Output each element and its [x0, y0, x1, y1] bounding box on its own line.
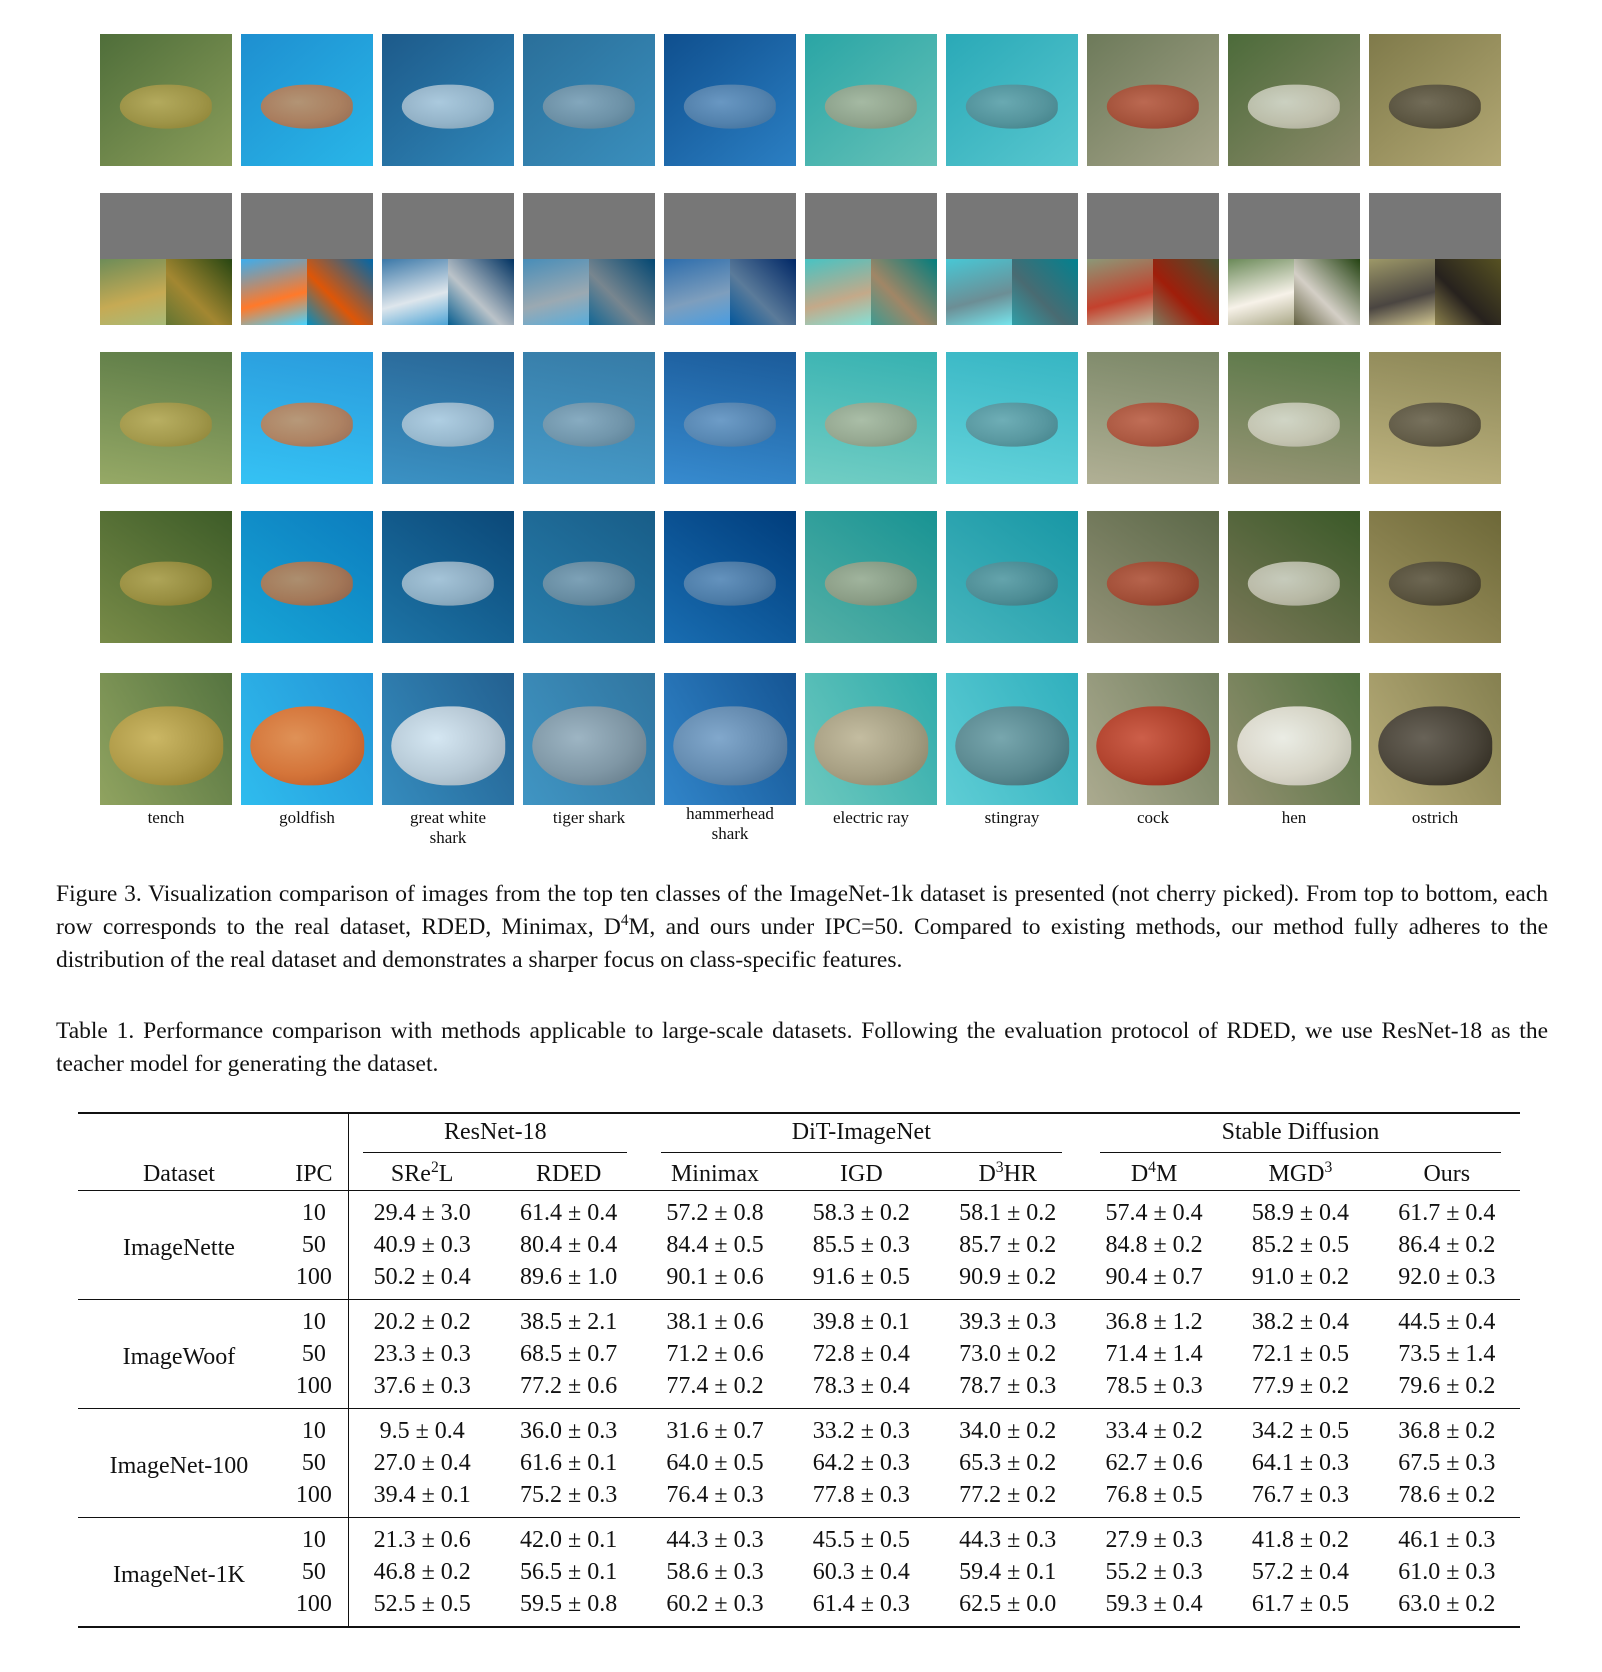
- result-cell: 90.9 ± 0.2: [959, 1263, 1057, 1290]
- result-cell: 64.0 ± 0.5: [666, 1449, 764, 1476]
- image-minimax-hen: [1228, 352, 1360, 484]
- mosaic-quadrant: [166, 259, 232, 325]
- image-subject: [532, 706, 646, 785]
- image-subject: [825, 84, 917, 129]
- image-rded-ostrich: [1369, 193, 1501, 325]
- figure-caption-text-end: M, and ours under IPC=50. Compared to existing methods, our method fully adheres to the distribution of the real dataset and demonstrates a sharper focus on class-specific features.: [56, 914, 1549, 973]
- image-ours-tench: [100, 673, 232, 805]
- ipc-value: 100: [280, 1261, 349, 1300]
- result-cell: 38.5 ± 2.1: [520, 1308, 618, 1335]
- image-subject: [1248, 402, 1340, 447]
- result-cell: 58.6 ± 0.3: [666, 1558, 764, 1585]
- result-cell: 85.2 ± 0.5: [1251, 1231, 1349, 1258]
- table-row: [78, 1370, 1520, 1409]
- result-cell: 90.1 ± 0.6: [666, 1263, 764, 1290]
- image-subject: [1378, 706, 1492, 785]
- result-cell: 61.7 ± 0.5: [1251, 1590, 1349, 1617]
- mosaic-quadrant: [805, 259, 871, 325]
- result-cell: 62.7 ± 0.6: [1105, 1449, 1203, 1476]
- result-cell: 52.5 ± 0.5: [373, 1590, 471, 1617]
- image-subject: [1107, 561, 1199, 606]
- result-cell: 61.6 ± 0.1: [520, 1449, 618, 1476]
- dataset-name: ImageNette: [122, 1234, 235, 1261]
- mosaic-quadrant: [1087, 259, 1153, 325]
- image-subject: [1248, 561, 1340, 606]
- image-subject: [825, 561, 917, 606]
- result-cell: 59.3 ± 0.4: [1105, 1590, 1203, 1617]
- image-d4m-tench: [100, 511, 232, 643]
- result-cell-best: 63.0 ± 0.2: [1398, 1590, 1496, 1617]
- image-subject: [402, 402, 494, 447]
- result-cell: 46.8 ± 0.2: [373, 1558, 471, 1585]
- col-mgd3: MGD$^3$: [1268, 1158, 1333, 1187]
- result-cell: 40.9 ± 0.3: [373, 1231, 471, 1258]
- image-ours-hen: [1228, 673, 1360, 805]
- mosaic-quadrant: [871, 259, 937, 325]
- image-subject: [1248, 84, 1340, 129]
- result-cell: 77.2 ± 0.2: [959, 1481, 1057, 1508]
- result-cell-best: 86.4 ± 0.2: [1398, 1231, 1496, 1258]
- mosaic-quadrant: [1369, 259, 1435, 325]
- image-subject: [966, 402, 1058, 447]
- ipc-value: 50: [280, 1556, 349, 1588]
- result-cell: 71.4 ± 1.4: [1105, 1340, 1203, 1367]
- image-d4m-hen: [1228, 511, 1360, 643]
- image-subject: [543, 402, 635, 447]
- result-cell: 89.6 ± 1.0: [520, 1263, 618, 1290]
- image-d4m-electric-ray: [805, 511, 937, 643]
- result-cell: 27.0 ± 0.4: [373, 1449, 471, 1476]
- result-cell: 75.2 ± 0.3: [520, 1481, 618, 1508]
- table-row: [78, 1588, 1520, 1627]
- class-label-hen: hen: [1281, 808, 1307, 827]
- image-subject: [543, 561, 635, 606]
- mosaic-quadrant: [241, 193, 307, 259]
- image-subject: [402, 561, 494, 606]
- table-row: [78, 1261, 1520, 1300]
- class-label-tench: tench: [147, 808, 185, 827]
- col-sre2l: SRe$^2$L: [390, 1158, 454, 1187]
- mosaic-quadrant: [1228, 259, 1294, 325]
- result-cell-best: 92.0 ± 0.3: [1398, 1263, 1496, 1290]
- result-cell: 71.2 ± 0.6: [666, 1340, 764, 1367]
- result-cell: 62.5 ± 0.0: [959, 1590, 1057, 1617]
- image-ours-stingray: [946, 673, 1078, 805]
- result-cell: 58.3 ± 0.2: [812, 1199, 910, 1226]
- result-cell: 85.5 ± 0.3: [812, 1231, 910, 1258]
- image-subject: [1107, 84, 1199, 129]
- image-minimax-tench: [100, 352, 232, 484]
- image-real-tiger-shark: [523, 34, 655, 166]
- results-table-body: [78, 1191, 1520, 1628]
- result-cell: 65.3 ± 0.2: [959, 1449, 1057, 1476]
- image-ours-goldfish: [241, 673, 373, 805]
- image-ours-hammerhead-shark: [664, 673, 796, 805]
- result-cell: 20.2 ± 0.2: [373, 1308, 471, 1335]
- mosaic-quadrant: [448, 193, 514, 259]
- image-subject: [955, 706, 1069, 785]
- result-cell: 76.4 ± 0.3: [666, 1481, 764, 1508]
- result-cell: 9.5 ± 0.4: [379, 1417, 465, 1444]
- image-real-goldfish: [241, 34, 373, 166]
- result-cell: 57.2 ± 0.8: [666, 1199, 764, 1226]
- result-cell: 38.1 ± 0.6: [666, 1308, 764, 1335]
- result-cell: 39.4 ± 0.1: [373, 1481, 471, 1508]
- image-minimax-stingray: [946, 352, 1078, 484]
- mosaic-quadrant: [241, 259, 307, 325]
- mosaic-quadrant: [1153, 259, 1219, 325]
- mosaic-quadrant: [523, 193, 589, 259]
- result-cell: 58.1 ± 0.2: [959, 1199, 1057, 1226]
- result-cell: 72.1 ± 0.5: [1251, 1340, 1349, 1367]
- figure-caption: [56, 878, 1548, 977]
- result-cell-best: 73.5 ± 1.4: [1398, 1340, 1496, 1367]
- image-rded-electric-ray: [805, 193, 937, 325]
- table-row: [78, 1229, 1520, 1261]
- result-cell: 58.9 ± 0.4: [1251, 1199, 1349, 1226]
- ipc-value: 100: [280, 1479, 349, 1518]
- image-subject: [673, 706, 787, 785]
- image-d4m-stingray: [946, 511, 1078, 643]
- mosaic-quadrant: [730, 193, 796, 259]
- result-cell: 78.5 ± 0.3: [1105, 1372, 1203, 1399]
- image-rded-cock: [1087, 193, 1219, 325]
- result-cell: 31.6 ± 0.7: [666, 1417, 764, 1444]
- image-real-cock: [1087, 34, 1219, 166]
- mosaic-quadrant: [1012, 259, 1078, 325]
- image-d4m-hammerhead-shark: [664, 511, 796, 643]
- result-cell: 60.3 ± 0.4: [812, 1558, 910, 1585]
- class-label-goldfish: goldfish: [279, 808, 335, 827]
- row-ours: [100, 673, 1501, 805]
- result-cell: 85.7 ± 0.2: [959, 1231, 1057, 1258]
- group-stable-diffusion: Stable Diffusion: [1081, 1113, 1520, 1158]
- result-cell: 77.8 ± 0.3: [812, 1481, 910, 1508]
- table-row: [78, 1409, 1520, 1448]
- image-subject: [261, 561, 353, 606]
- image-subject: [391, 706, 505, 785]
- result-cell: 41.8 ± 0.2: [1251, 1526, 1349, 1553]
- ipc-value: 50: [280, 1229, 349, 1261]
- col-ipc: IPC: [280, 1158, 349, 1191]
- image-subject: [1389, 84, 1481, 129]
- mosaic-quadrant: [805, 193, 871, 259]
- ipc-value: 10: [280, 1518, 349, 1557]
- result-cell: 78.3 ± 0.4: [812, 1372, 910, 1399]
- image-minimax-electric-ray: [805, 352, 937, 484]
- image-minimax-hammerhead-shark: [664, 352, 796, 484]
- table-row: [78, 1300, 1520, 1339]
- image-ours-great-white-shark: [382, 673, 514, 805]
- result-cell-best: 67.5 ± 0.3: [1398, 1449, 1496, 1476]
- image-d4m-goldfish: [241, 511, 373, 643]
- image-rded-tiger-shark: [523, 193, 655, 325]
- mosaic-quadrant: [448, 259, 514, 325]
- ipc-value: 100: [280, 1370, 349, 1409]
- image-ours-electric-ray: [805, 673, 937, 805]
- dataset-name: ImageNet-1K: [112, 1561, 245, 1588]
- table-row: [78, 1479, 1520, 1518]
- class-label-great-white-shark: great white shark: [410, 808, 486, 847]
- row-real-dataset: [100, 34, 1501, 166]
- mosaic-quadrant: [946, 259, 1012, 325]
- result-cell: 59.5 ± 0.8: [520, 1590, 618, 1617]
- result-cell-best: 36.8 ± 0.2: [1398, 1417, 1496, 1444]
- image-subject: [120, 84, 212, 129]
- image-d4m-ostrich: [1369, 511, 1501, 643]
- result-cell-best: 78.6 ± 0.2: [1398, 1481, 1496, 1508]
- mosaic-quadrant: [1369, 193, 1435, 259]
- group-dit-imagenet: DiT-ImageNet: [642, 1113, 1081, 1158]
- image-subject: [814, 706, 928, 785]
- results-table: [78, 1112, 1520, 1628]
- table-caption: Table 1. Performance comparison with methods applicable to large-scale datasets. Following the evaluation protocol of RDED, we use ResNet-18 as the teacher model for generating the dataset.: [56, 1018, 1548, 1077]
- result-cell: 39.3 ± 0.3: [959, 1308, 1057, 1335]
- result-cell: 72.8 ± 0.4: [812, 1340, 910, 1367]
- result-cell: 77.9 ± 0.2: [1251, 1372, 1349, 1399]
- row-rded: [100, 193, 1501, 325]
- image-rded-stingray: [946, 193, 1078, 325]
- image-subject: [120, 561, 212, 606]
- result-cell: 44.3 ± 0.3: [959, 1526, 1057, 1553]
- mosaic-quadrant: [1294, 193, 1360, 259]
- image-subject: [250, 706, 364, 785]
- mosaic-quadrant: [100, 259, 166, 325]
- image-real-electric-ray: [805, 34, 937, 166]
- table-row: [78, 1447, 1520, 1479]
- image-rded-tench: [100, 193, 232, 325]
- mosaic-quadrant: [664, 259, 730, 325]
- mosaic-quadrant: [1153, 193, 1219, 259]
- result-cell: 68.5 ± 0.7: [520, 1340, 618, 1367]
- image-subject: [684, 561, 776, 606]
- result-cell: 29.4 ± 3.0: [373, 1199, 471, 1226]
- result-cell: 27.9 ± 0.3: [1105, 1526, 1203, 1553]
- result-cell: 57.2 ± 0.4: [1251, 1558, 1349, 1585]
- image-rded-great-white-shark: [382, 193, 514, 325]
- mosaic-quadrant: [1294, 259, 1360, 325]
- image-rded-goldfish: [241, 193, 373, 325]
- col-ours: Ours: [1423, 1160, 1471, 1187]
- result-cell: 90.4 ± 0.7: [1105, 1263, 1203, 1290]
- mosaic-quadrant: [166, 193, 232, 259]
- result-cell-best: 61.7 ± 0.4: [1398, 1199, 1496, 1226]
- result-cell: 38.2 ± 0.4: [1251, 1308, 1349, 1335]
- result-cell: 77.4 ± 0.2: [666, 1372, 764, 1399]
- result-cell: 36.8 ± 1.2: [1105, 1308, 1203, 1335]
- result-cell: 64.1 ± 0.3: [1251, 1449, 1349, 1476]
- mosaic-quadrant: [730, 259, 796, 325]
- result-cell: 37.6 ± 0.3: [373, 1372, 471, 1399]
- class-label-electric-ray: electric ray: [833, 808, 909, 827]
- header-empty: [78, 1113, 280, 1158]
- col-dataset: Dataset: [142, 1160, 215, 1187]
- image-subject: [1389, 561, 1481, 606]
- image-subject: [261, 84, 353, 129]
- dataset-name: ImageNet-100: [109, 1452, 249, 1479]
- image-subject: [109, 706, 223, 785]
- class-label-hammerhead-shark: hammerhead shark: [686, 804, 774, 843]
- col-rded: RDED: [535, 1160, 602, 1187]
- mosaic-quadrant: [382, 259, 448, 325]
- result-cell: 39.8 ± 0.1: [812, 1308, 910, 1335]
- mosaic-quadrant: [1012, 193, 1078, 259]
- mosaic-quadrant: [1435, 193, 1501, 259]
- image-real-hen: [1228, 34, 1360, 166]
- col-d3hr: $D^3HR$: [978, 1158, 1037, 1187]
- col-igd: IGD: [840, 1160, 883, 1187]
- result-cell: 91.0 ± 0.2: [1251, 1263, 1349, 1290]
- mosaic-quadrant: [307, 259, 373, 325]
- ipc-value: 10: [280, 1300, 349, 1339]
- image-real-ostrich: [1369, 34, 1501, 166]
- table-row: [78, 1556, 1520, 1588]
- image-minimax-great-white-shark: [382, 352, 514, 484]
- table-row: [78, 1338, 1520, 1370]
- image-subject: [543, 84, 635, 129]
- result-cell: 21.3 ± 0.6: [373, 1526, 471, 1553]
- col-d4m: $D^4M$: [1130, 1158, 1178, 1187]
- result-cell: 34.2 ± 0.5: [1251, 1417, 1349, 1444]
- image-real-stingray: [946, 34, 1078, 166]
- row-d4m: [100, 511, 1501, 643]
- image-real-tench: [100, 34, 232, 166]
- image-subject: [1107, 402, 1199, 447]
- result-cell-best: 61.0 ± 0.3: [1398, 1558, 1496, 1585]
- image-subject: [684, 402, 776, 447]
- mosaic-quadrant: [307, 193, 373, 259]
- result-cell-best: 79.6 ± 0.2: [1398, 1372, 1496, 1399]
- image-ours-ostrich: [1369, 673, 1501, 805]
- mosaic-quadrant: [946, 193, 1012, 259]
- result-cell: 57.4 ± 0.4: [1105, 1199, 1203, 1226]
- image-subject: [1096, 706, 1210, 785]
- mosaic-quadrant: [1087, 193, 1153, 259]
- result-cell: 55.2 ± 0.3: [1105, 1558, 1203, 1585]
- ipc-value: 100: [280, 1588, 349, 1627]
- result-cell: 76.8 ± 0.5: [1105, 1481, 1203, 1508]
- class-label-tiger-shark: tiger shark: [552, 808, 626, 827]
- image-minimax-goldfish: [241, 352, 373, 484]
- result-cell: 50.2 ± 0.4: [373, 1263, 471, 1290]
- mosaic-quadrant: [589, 193, 655, 259]
- image-subject: [966, 84, 1058, 129]
- figure-caption-sup: 4: [620, 912, 629, 930]
- result-cell: 84.4 ± 0.5: [666, 1231, 764, 1258]
- result-cell: 42.0 ± 0.1: [520, 1526, 618, 1553]
- mosaic-quadrant: [664, 193, 730, 259]
- result-cell: 45.5 ± 0.5: [812, 1526, 910, 1553]
- ipc-value: 50: [280, 1447, 349, 1479]
- result-cell: 34.0 ± 0.2: [959, 1417, 1057, 1444]
- result-cell: 61.4 ± 0.4: [520, 1199, 618, 1226]
- image-rded-hammerhead-shark: [664, 193, 796, 325]
- result-cell: 36.0 ± 0.3: [520, 1417, 618, 1444]
- result-cell: 23.3 ± 0.3: [373, 1340, 471, 1367]
- table-row: [78, 1518, 1520, 1557]
- header-empty-ipc: [280, 1113, 349, 1158]
- mosaic-quadrant: [382, 193, 448, 259]
- image-subject: [1389, 402, 1481, 447]
- result-cell: 59.4 ± 0.1: [959, 1558, 1057, 1585]
- class-label-stingray: stingray: [984, 808, 1040, 827]
- result-cell: 78.7 ± 0.3: [959, 1372, 1057, 1399]
- image-minimax-ostrich: [1369, 352, 1501, 484]
- mosaic-quadrant: [589, 259, 655, 325]
- dataset-name: ImageWoof: [122, 1343, 236, 1370]
- result-cell: 84.8 ± 0.2: [1105, 1231, 1203, 1258]
- image-subject: [120, 402, 212, 447]
- image-real-hammerhead-shark: [664, 34, 796, 166]
- ipc-value: 10: [280, 1191, 349, 1230]
- image-subject: [825, 402, 917, 447]
- image-d4m-great-white-shark: [382, 511, 514, 643]
- result-cell: 73.0 ± 0.2: [959, 1340, 1057, 1367]
- class-label-ostrich: ostrich: [1411, 808, 1459, 827]
- image-subject: [1237, 706, 1351, 785]
- ipc-value: 10: [280, 1409, 349, 1448]
- image-d4m-tiger-shark: [523, 511, 655, 643]
- mosaic-quadrant: [523, 259, 589, 325]
- result-cell: 64.2 ± 0.3: [812, 1449, 910, 1476]
- image-ours-tiger-shark: [523, 673, 655, 805]
- result-cell-best: 44.5 ± 0.4: [1398, 1308, 1496, 1335]
- image-subject: [402, 84, 494, 129]
- mosaic-quadrant: [1228, 193, 1294, 259]
- mosaic-quadrant: [100, 193, 166, 259]
- result-cell: 60.2 ± 0.3: [666, 1590, 764, 1617]
- result-cell: 33.4 ± 0.2: [1105, 1417, 1203, 1444]
- image-real-great-white-shark: [382, 34, 514, 166]
- table-row: [78, 1191, 1520, 1230]
- image-minimax-cock: [1087, 352, 1219, 484]
- result-cell: 76.7 ± 0.3: [1251, 1481, 1349, 1508]
- result-cell-best: 46.1 ± 0.3: [1398, 1526, 1496, 1553]
- image-minimax-tiger-shark: [523, 352, 655, 484]
- result-cell: 33.2 ± 0.3: [812, 1417, 910, 1444]
- group-resnet18: ResNet-18: [348, 1113, 641, 1158]
- image-subject: [684, 84, 776, 129]
- ipc-value: 50: [280, 1338, 349, 1370]
- class-labels: [100, 804, 1501, 848]
- result-cell: 91.6 ± 0.5: [812, 1263, 910, 1290]
- result-cell: 80.4 ± 0.4: [520, 1231, 618, 1258]
- image-rded-hen: [1228, 193, 1360, 325]
- result-cell: 77.2 ± 0.6: [520, 1372, 618, 1399]
- image-subject: [261, 402, 353, 447]
- result-cell: 61.4 ± 0.3: [812, 1590, 910, 1617]
- figure-caption-text: Figure 3. Visualization comparison of images from the top ten classes of the ImageNet-1k dataset is presented (not cherry picked). From top to bottom, each row corresponds to the real dataset, RDED, Minimax, D: [56, 881, 1548, 940]
- result-cell: 44.3 ± 0.3: [666, 1526, 764, 1553]
- image-d4m-cock: [1087, 511, 1219, 643]
- row-minimax: [100, 352, 1501, 484]
- image-ours-cock: [1087, 673, 1219, 805]
- col-minimax: Minimax: [670, 1160, 759, 1187]
- class-label-cock: cock: [1136, 808, 1170, 827]
- result-cell: 56.5 ± 0.1: [520, 1558, 618, 1585]
- mosaic-quadrant: [1435, 259, 1501, 325]
- image-subject: [966, 561, 1058, 606]
- mosaic-quadrant: [871, 193, 937, 259]
